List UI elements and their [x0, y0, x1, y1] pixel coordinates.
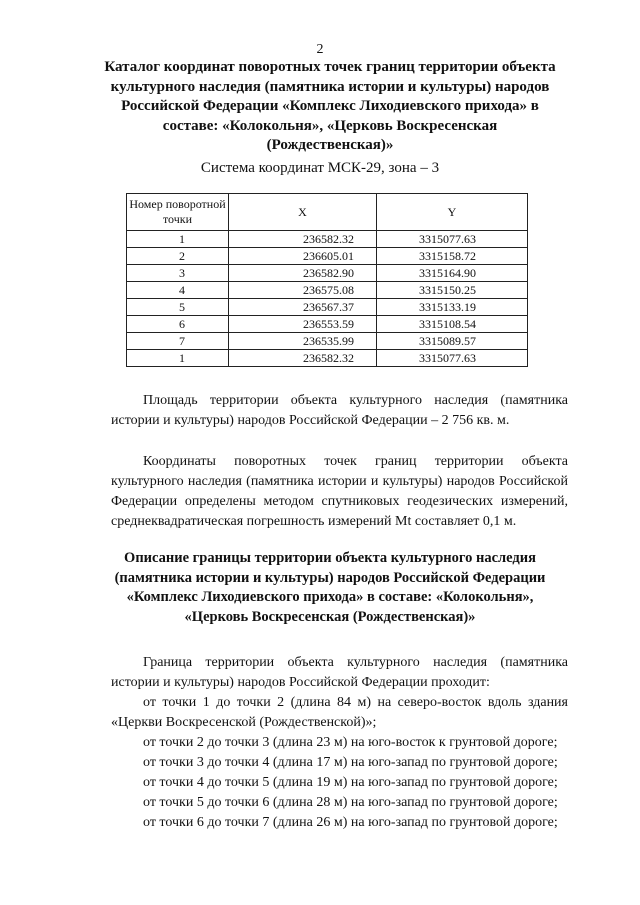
point-number-cell: 5: [127, 299, 229, 316]
table-row: [127, 316, 528, 333]
table-header-row: [127, 194, 528, 231]
table-row: [127, 350, 528, 367]
y-cell: 3315133.19: [377, 299, 528, 316]
x-cell: 236582.90: [229, 265, 377, 282]
header-y: Y: [377, 194, 528, 231]
table-row: [127, 299, 528, 316]
x-cell: 236535.99: [229, 333, 377, 350]
y-cell: 3315108.54: [377, 316, 528, 333]
coordinate-system: Система координат МСК-29, зона – 3: [200, 160, 440, 176]
x-cell: 236582.32: [229, 231, 377, 248]
point-number-cell: 7: [127, 333, 229, 350]
point-number-cell: 1: [127, 350, 229, 367]
x-cell: 236605.01: [229, 248, 377, 265]
segment-item: от точки 4 до точки 5 (длина 19 м) на юго-запад по грунтовой дороге;: [143, 775, 558, 790]
description-title: Описание границы территории объекта культурного наследия (памятника истории и культуры) народов Российской Федерации «Комплекс Лиходиевского прихода» в составе: «Колокольня», «Церковь Воскресенская (Рождественская)»: [114, 550, 546, 625]
header-x: X: [229, 194, 377, 231]
table-row: [127, 282, 528, 299]
point-number-cell: 3: [127, 265, 229, 282]
point-number-cell: 6: [127, 316, 229, 333]
x-cell: 236582.32: [229, 350, 377, 367]
x-cell: 236553.59: [229, 316, 377, 333]
segment-item: от точки 5 до точки 6 (длина 28 м) на юго-запад по грунтовой дороге;: [143, 795, 558, 810]
boundary-description: [111, 653, 568, 833]
y-cell: 3315089.57: [377, 333, 528, 350]
x-cell: 236575.08: [229, 282, 377, 299]
boundary-intro: Граница территории объекта культурного наследия (памятника истории и культуры) народов Российской Федерации проходит:: [111, 655, 568, 690]
method-text: Координаты поворотных точек границ территории объекта культурного наследия (памятника истории и культуры) народов Российской Федерации определены методом спутниковых геодезических измерений, среднеквадратическая погрешность измерений Mt составляет 0,1 м.: [111, 454, 568, 529]
area-text: Площадь территории объекта культурного наследия (памятника истории и культуры) народов Российской Федерации – 2 756 кв. м.: [111, 393, 568, 428]
area-paragraph: [111, 391, 568, 431]
catalog-title: Каталог координат поворотных точек границ территории объекта культурного наследия (памятника истории и культуры) народов Российской Федерации «Комплекс Лиходиевского прихода» в составе: «Колокольня», «Церковь Воскресенская (Рождественская)»: [104, 59, 556, 153]
method-paragraph: [111, 452, 568, 532]
y-cell: 3315158.72: [377, 248, 528, 265]
table-row: [127, 248, 528, 265]
point-number-cell: 1: [127, 231, 229, 248]
y-cell: 3315077.63: [377, 231, 528, 248]
x-cell: 236567.37: [229, 299, 377, 316]
page-number: 2: [316, 42, 324, 57]
point-number-cell: 4: [127, 282, 229, 299]
point-number-cell: 2: [127, 248, 229, 265]
table-row: [127, 265, 528, 282]
header-point-number: Номер поворотной точки: [127, 194, 229, 231]
coordinates-table: [126, 193, 528, 367]
segment-item: от точки 2 до точки 3 (длина 23 м) на юго-восток к грунтовой дороге;: [143, 735, 558, 750]
segment-item: от точки 6 до точки 7 (длина 26 м) на юго-запад по грунтовой дороге;: [143, 815, 558, 830]
table-row: [127, 231, 528, 248]
y-cell: 3315164.90: [377, 265, 528, 282]
segment-item: от точки 1 до точки 2 (длина 84 м) на северо-восток вдоль здания «Церкви Воскресенской (Рождественской)»;: [111, 695, 568, 730]
segment-item: от точки 3 до точки 4 (длина 17 м) на юго-запад по грунтовой дороге;: [143, 755, 558, 770]
table-row: [127, 333, 528, 350]
y-cell: 3315150.25: [377, 282, 528, 299]
y-cell: 3315077.63: [377, 350, 528, 367]
